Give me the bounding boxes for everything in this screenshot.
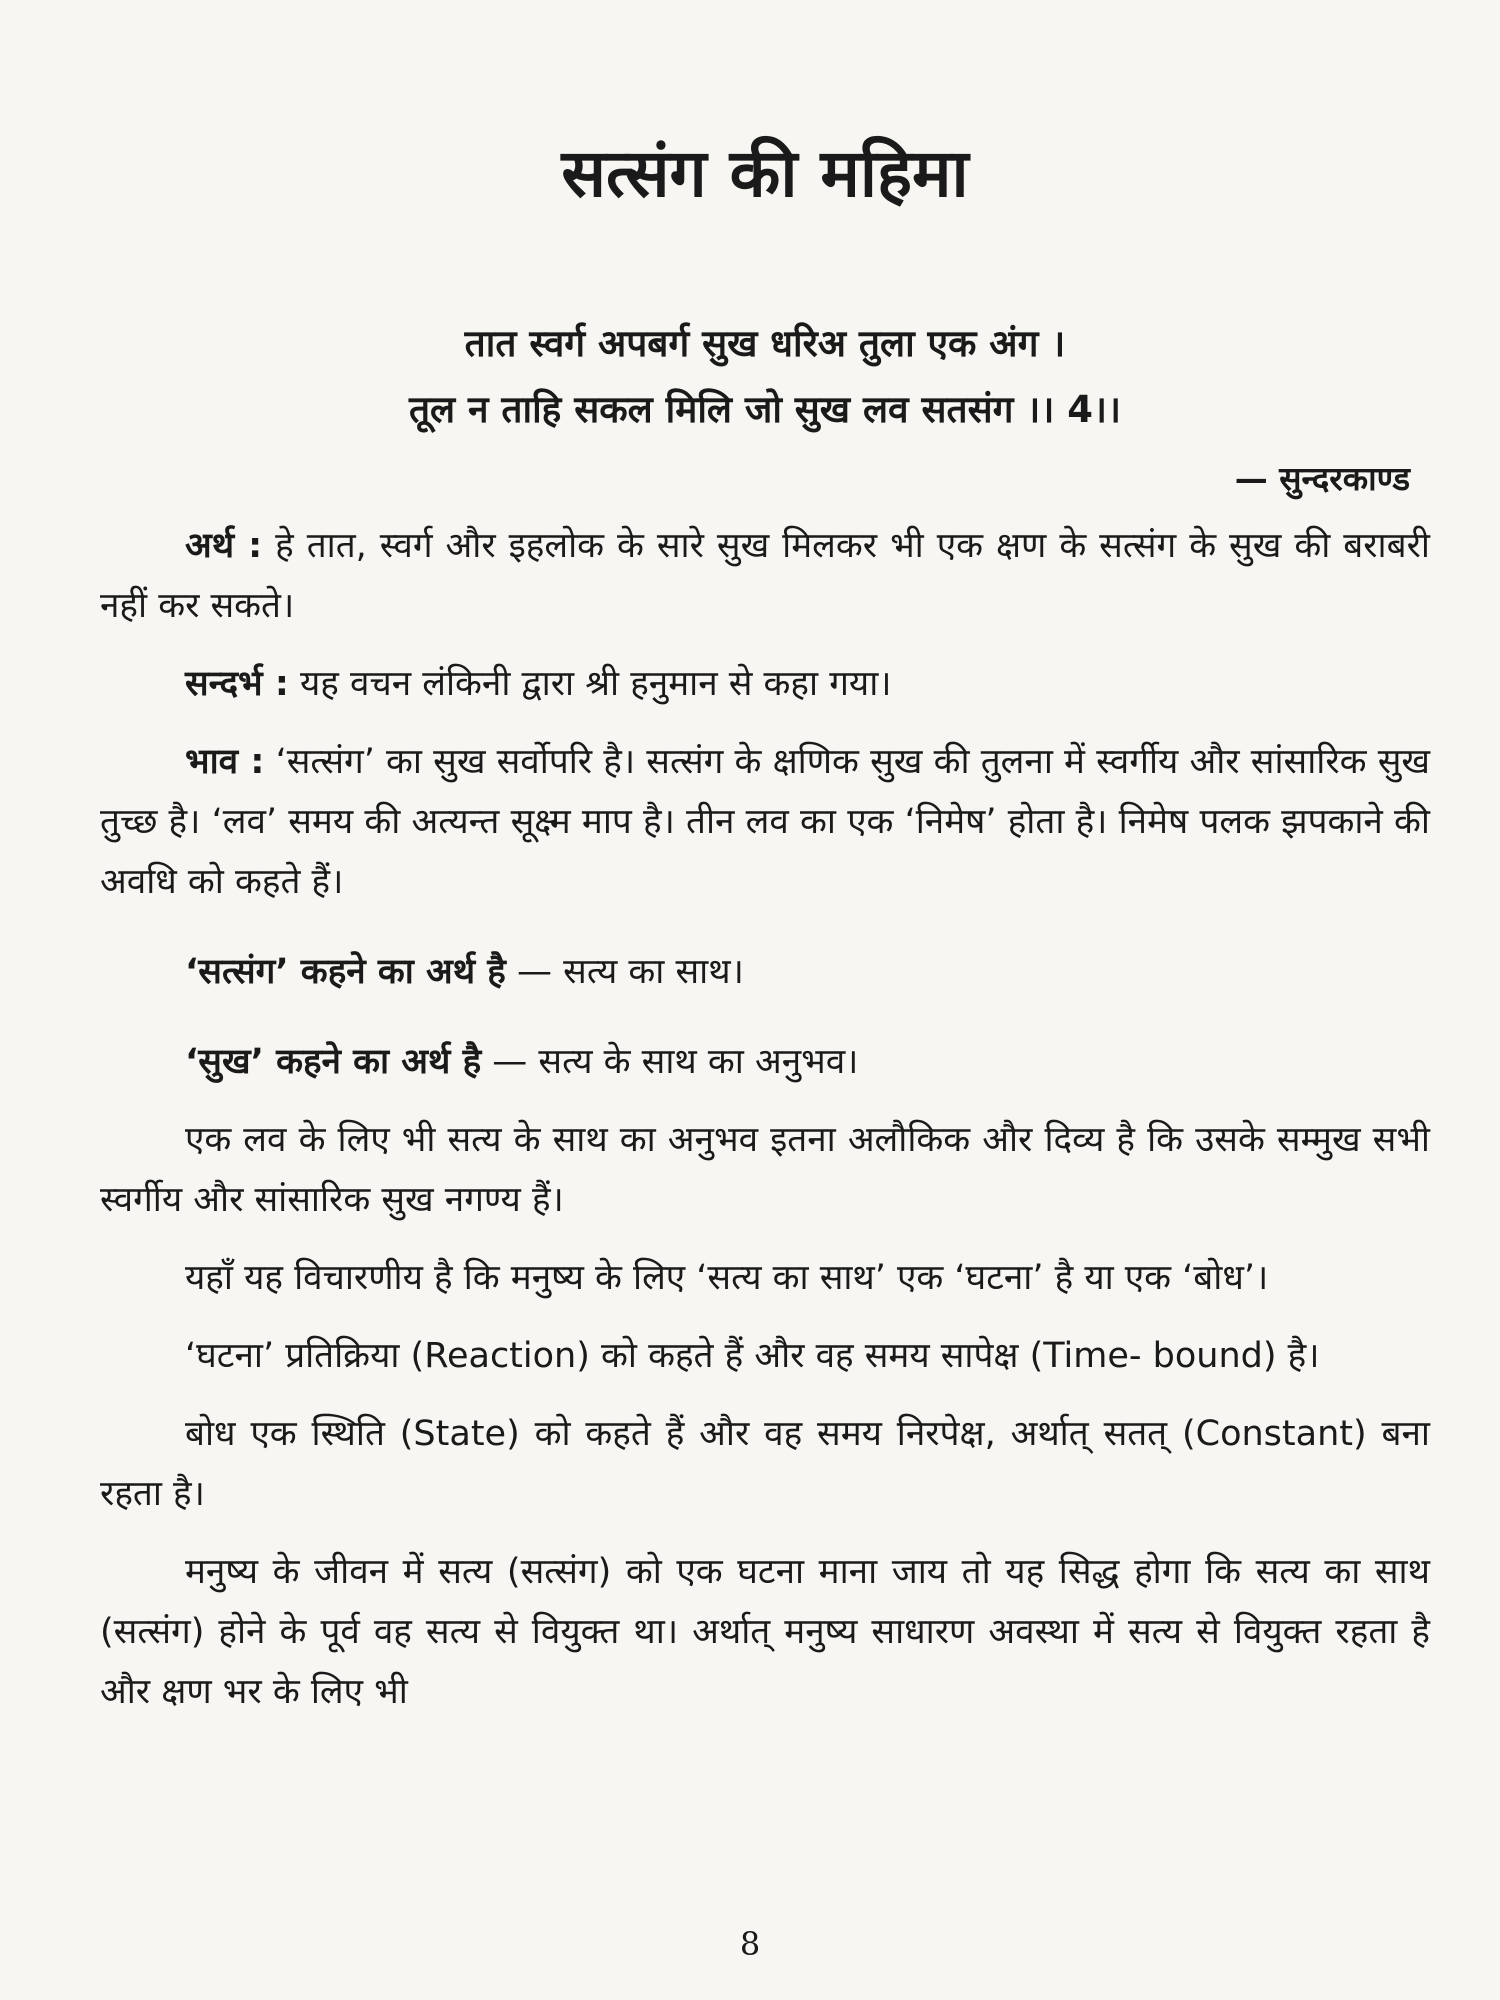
page-title: सत्संग की महिमा	[561, 135, 969, 212]
verse-source: — सुन्दरकाण्ड	[1234, 458, 1410, 498]
sukh-definition-label: ‘सुख’ कहने का अर्थ है	[185, 1041, 482, 1082]
sukh-definition-text: — सत्य के साथ का अनुभव।	[492, 1041, 859, 1082]
body-paragraph: मनुष्य के जीवन में सत्य (सत्संग) को एक घटना माना जाय तो यह सिद्ध होगा कि सत्य का साथ (सत्संग) होने के पूर्व वह सत्य से वियुक्त था। अर्थात् मनुष्य साधारण अवस्था में सत्य से वियुक्त रहता है और क्षण भर के लिए भी	[100, 1551, 1430, 1712]
sandarbha-label: सन्दर्भ :	[185, 663, 289, 704]
verse-line-2: तूल न ताहि सकल मिलि जो सुख लव सतसंग ।। 4।।	[408, 387, 1122, 431]
body-paragraph: यहाँ यह विचारणीय है कि मनुष्य के लिए ‘सत्य का साथ’ एक ‘घटना’ है या एक ‘बोध’।	[185, 1257, 1269, 1298]
sukh-definition	[100, 1032, 1430, 1092]
body-paragraph: एक लव के लिए भी सत्य के साथ का अनुभव इतना अलौकिक और दिव्य है कि उसके सम्मुख सभी स्वर्गीय और सांसारिक सुख नगण्य हैं।	[100, 1119, 1430, 1220]
artha-paragraph	[100, 516, 1430, 636]
body-paragraph: ‘घटना’ प्रतिक्रिया (Reaction) को कहते हैं और वह समय सापेक्ष (Time- bound) है।	[185, 1335, 1320, 1376]
sandarbha-paragraph	[100, 654, 1430, 714]
artha-label: अर्थ :	[185, 525, 263, 566]
satsang-definition	[100, 942, 1430, 1002]
bhava-text: ‘सत्संग’ का सुख सर्वोपरि है। सत्संग के क्षणिक सुख की तुलना में स्वर्गीय और सांसारिक सुख तुच्छ है। ‘लव’ समय की अत्यन्त सूक्ष्म माप है। तीन लव का एक ‘निमेष’ होता है। निमेष पलक झपकाने की अवधि को कहते हैं।	[100, 741, 1430, 902]
satsang-definition-text: — सत्य का साथ।	[517, 951, 744, 992]
verse-line-1: तात स्वर्ग अपबर्ग सुख धरिअ तुला एक अंग ।	[464, 321, 1066, 365]
bhava-paragraph	[100, 732, 1430, 912]
satsang-definition-label: ‘सत्संग’ कहने का अर्थ है	[185, 951, 506, 992]
verse-block	[100, 311, 1430, 443]
body-paragraph: बोध एक स्थिति (State) को कहते हैं और वह समय निरपेक्ष, अर्थात् सतत् (Constant) बना रहता है।	[100, 1413, 1430, 1514]
artha-text: हे तात, स्वर्ग और इहलोक के सारे सुख मिलकर भी एक क्षण के सत्संग के सुख की बराबरी नहीं कर सकते।	[100, 525, 1430, 626]
bhava-label: भाव :	[185, 741, 265, 782]
page-number: 8	[739, 1925, 761, 1963]
sandarbha-text: यह वचन लंकिनी द्वारा श्री हनुमान से कहा गया।	[300, 663, 892, 704]
